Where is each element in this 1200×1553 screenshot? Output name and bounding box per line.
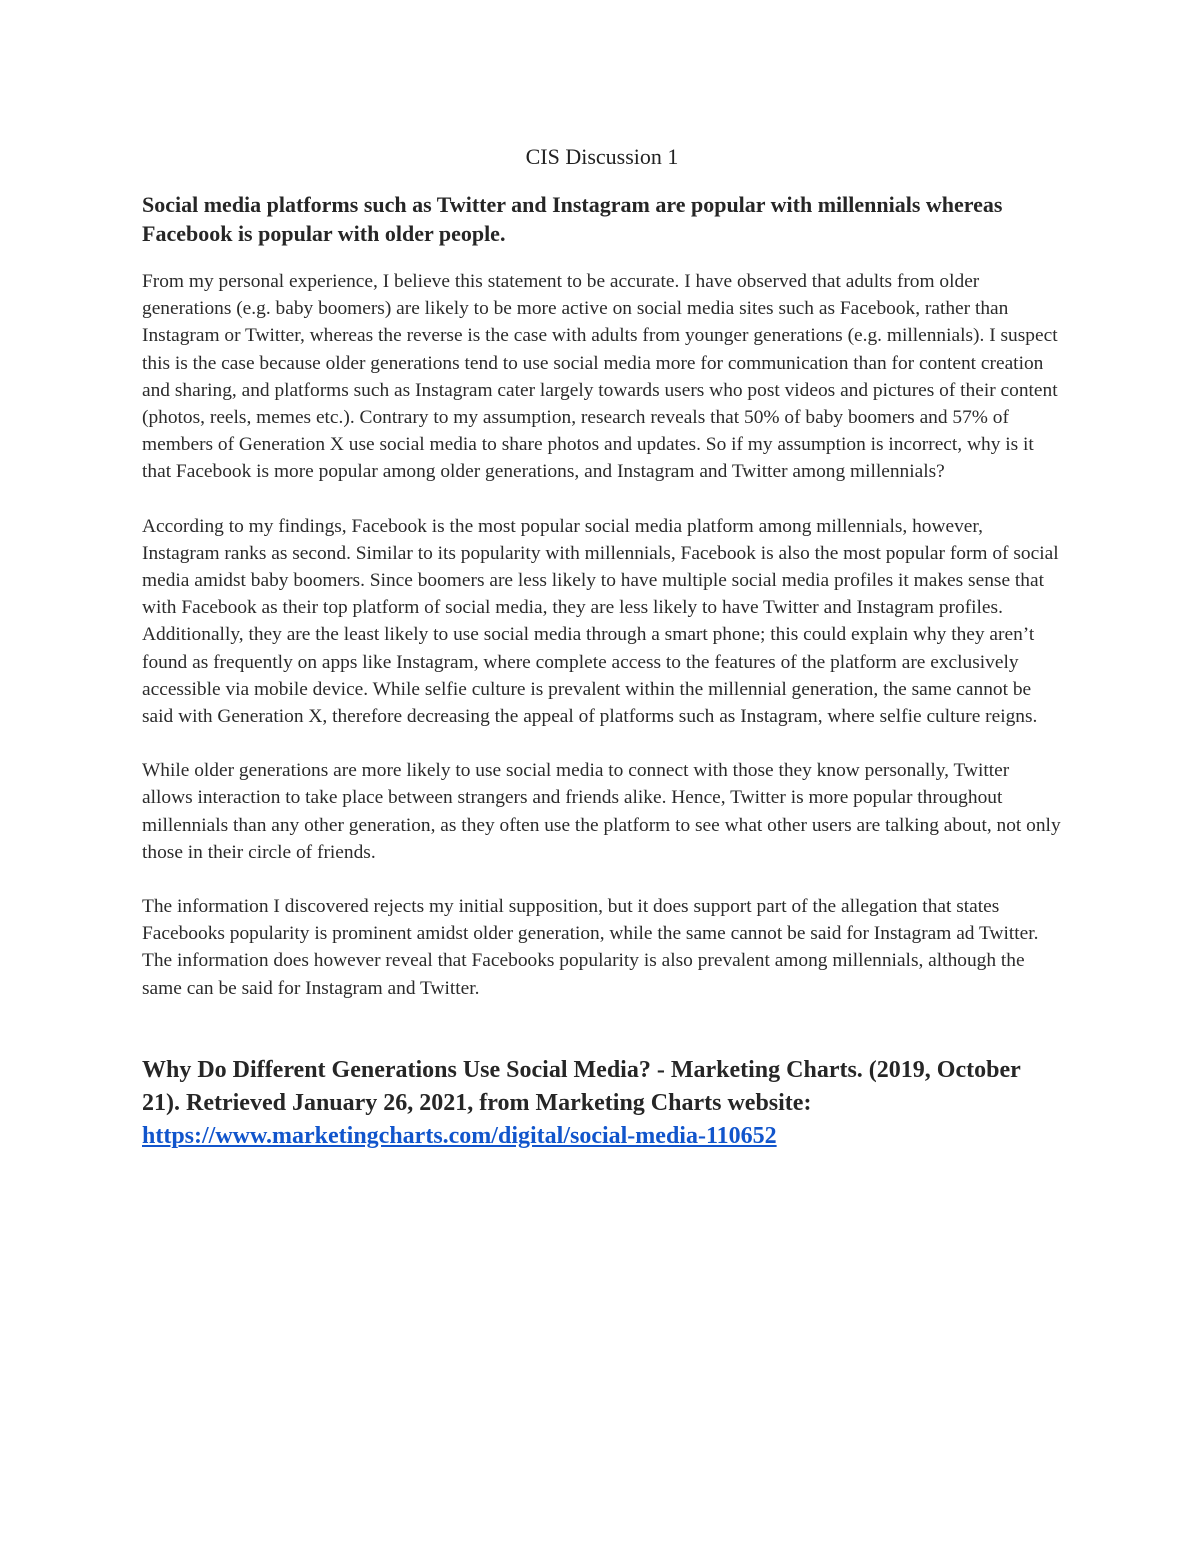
- citation-text: Why Do Different Generations Use Social Media? - Marketing Charts. (2019, October 21). Retrieved January 26, 2021, from Marketing Charts website:: [142, 1056, 1021, 1116]
- citation: [142, 1054, 1062, 1153]
- citation-link[interactable]: https://www.marketingcharts.com/digital/social-media-110652: [142, 1122, 777, 1149]
- paragraph-personal-experience: From my personal experience, I believe this statement to be accurate. I have observed that adults from older generations (e.g. baby boomers) are likely to be more active on social media sites such as Facebook, rather than Instagram or Twitter, whereas the reverse is the case with adults from younger generations (e.g. millennials). I suspect this is the case because older generations tend to use social media more for communication than for content creation and sharing, and platforms such as Instagram cater largely towards users who post videos and pictures of their content (photos, reels, memes etc.). Contrary to my assumption, research reveals that 50% of baby boomers and 57% of members of Generation X use social media to share photos and updates. So if my assumption is incorrect, why is it that Facebook is more popular among older generations, and Instagram and Twitter among millennials?: [142, 271, 1058, 483]
- discussion-statement: Social media platforms such as Twitter and Instagram are popular with millennials whereas Facebook is popular with older people.: [142, 192, 1003, 246]
- paragraph-twitter: While older generations are more likely to use social media to connect with those they know personally, Twitter allows interaction to take place between strangers and friends alike. Hence, Twitter is more popular throughout millennials than any other generation, as they often use the platform to see what other users are talking about, not only those in their circle of friends.: [142, 760, 1061, 863]
- document-title: CIS Discussion 1: [525, 144, 679, 169]
- paragraph-conclusion: The information I discovered rejects my initial supposition, but it does support part of the allegation that states Facebooks popularity is prominent amidst older generation, while the same cannot be said for Instagram ad Twitter. The information does however reveal that Facebooks popularity is also prevalent among millennials, although the same can be said for Instagram and Twitter.: [142, 896, 1039, 999]
- document-body: [142, 140, 1062, 1153]
- paragraph-findings: According to my findings, Facebook is the most popular social media platform among millennials, however, Instagram ranks as second. Similar to its popularity with millennials, Facebook is also the most popular form of social media amidst baby boomers. Since boomers are less likely to have multiple social media profiles it makes sense that with Facebook as their top platform of social media, they are less likely to have Twitter and Instagram profiles. Additionally, they are the least likely to use social media through a smart phone; this could explain why they aren’t found as frequently on apps like Instagram, where complete access to the features of the platform are exclusively accessible via mobile device. While selfie culture is prevalent within the millennial generation, the same cannot be said with Generation X, therefore decreasing the appeal of platforms such as Instagram, where selfie culture reigns.: [142, 515, 1059, 728]
